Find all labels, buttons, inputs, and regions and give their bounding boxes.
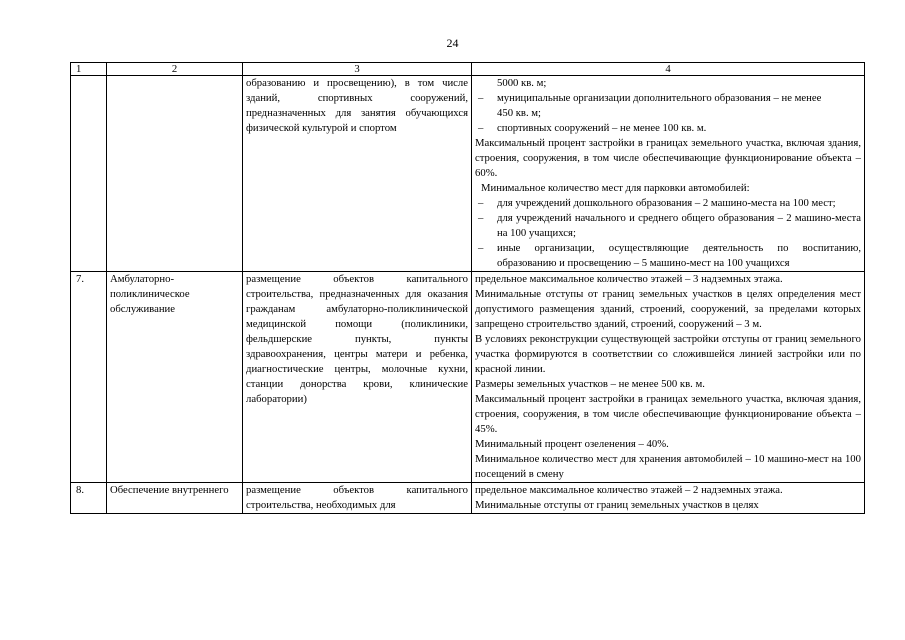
header-col-1: 1	[71, 63, 107, 76]
regulations-table	[70, 62, 865, 514]
list-item: – для учреждений начального и среднего общего образования – 2 машино-места на 100 учащихся;	[475, 211, 861, 241]
text-line: 450 кв. м;	[497, 107, 542, 119]
row-name: Амбулаторно-поликлиническое обслуживание	[107, 272, 243, 483]
paragraph: Минимальное количество мест для парковки автомобилей:	[481, 182, 750, 194]
table-row-8	[71, 483, 865, 514]
paragraph: Минимальный процент озеленения – 40%.	[475, 438, 669, 450]
row-number: 7.	[71, 272, 107, 483]
paragraph: Минимальные отступы от границ земельных участков в целях	[475, 499, 759, 511]
cell-empty	[107, 76, 243, 272]
header-col-3: 3	[243, 63, 472, 76]
cell-description: размещение объектов капитального строительства, предназначенных для оказания гражданам амбулаторно-поликлинической медицинской помощи (поликлиники, фельдшерские пункты, пункты здравоохранения, центры матери и ребенка, диагностические центры, молочные кухни, станции донорства крови, клинические лаборатории)	[243, 272, 472, 483]
paragraph: Минимальные отступы от границ земельных участков в целях определения мест допустимого размещения зданий, строений, сооружений, за пределами которых запрещено строительство зданий, строений, сооружений – 3 м.	[475, 288, 861, 330]
row-number: 8.	[71, 483, 107, 514]
paragraph: Максимальный процент застройки в границах земельного участка, включая здания, строения, сооружения, в том числе обеспечивающие функционирование объекта – 45%.	[475, 393, 861, 435]
table-row-7	[71, 272, 865, 483]
list-item: – иные организации, осуществляющие деятельность по воспитанию, образованию и просвещению – 5 машино-мест на 100 учащихся	[475, 241, 861, 271]
cell-parameters	[472, 483, 865, 514]
cell-parameters	[472, 272, 865, 483]
paragraph: В условиях реконструкции существующей застройки отступы от границ земельного участка формируются в соответствии со сложившейся линией застройки или по красной линии.	[475, 333, 861, 375]
cell-parameters	[472, 76, 865, 272]
header-col-4: 4	[472, 63, 865, 76]
header-col-2: 2	[107, 63, 243, 76]
list-item: – спортивных сооружений – не менее 100 кв. м.	[475, 121, 861, 136]
list-item: – муниципальные организации дополнительного образования – не менее	[475, 91, 861, 106]
page-number: 24	[446, 36, 459, 50]
paragraph: Размеры земельных участков – не менее 500 кв. м.	[475, 378, 705, 390]
paragraph: Максимальный процент застройки в границах земельного участка, включая здания, строения, сооружения, в том числе обеспечивающие функционирование объекта – 60%.	[475, 137, 861, 179]
row-name: Обеспечение внутреннего	[107, 483, 243, 514]
list-item: – для учреждений дошкольного образования – 2 машино-места на 100 мест;	[475, 196, 861, 211]
table-header-row	[71, 63, 865, 76]
cell-description: образованию и просвещению), в том числе зданий, спортивных сооружений, предназначенных для занятия обучающихся физической культурой и спортом	[243, 76, 472, 272]
paragraph: предельное максимальное количество этажей – 3 надземных этажа.	[475, 273, 783, 285]
text-line: 5000 кв. м;	[497, 77, 547, 89]
paragraph: Минимальное количество мест для хранения автомобилей – 10 машино-мест на 100 посещений в смену	[475, 453, 861, 480]
cell-description: размещение объектов капитального строительства, необходимых для	[243, 483, 472, 514]
paragraph: предельное максимальное количество этажей – 2 надземных этажа.	[475, 484, 783, 496]
table-row-continued	[71, 76, 865, 272]
cell-empty	[71, 76, 107, 272]
